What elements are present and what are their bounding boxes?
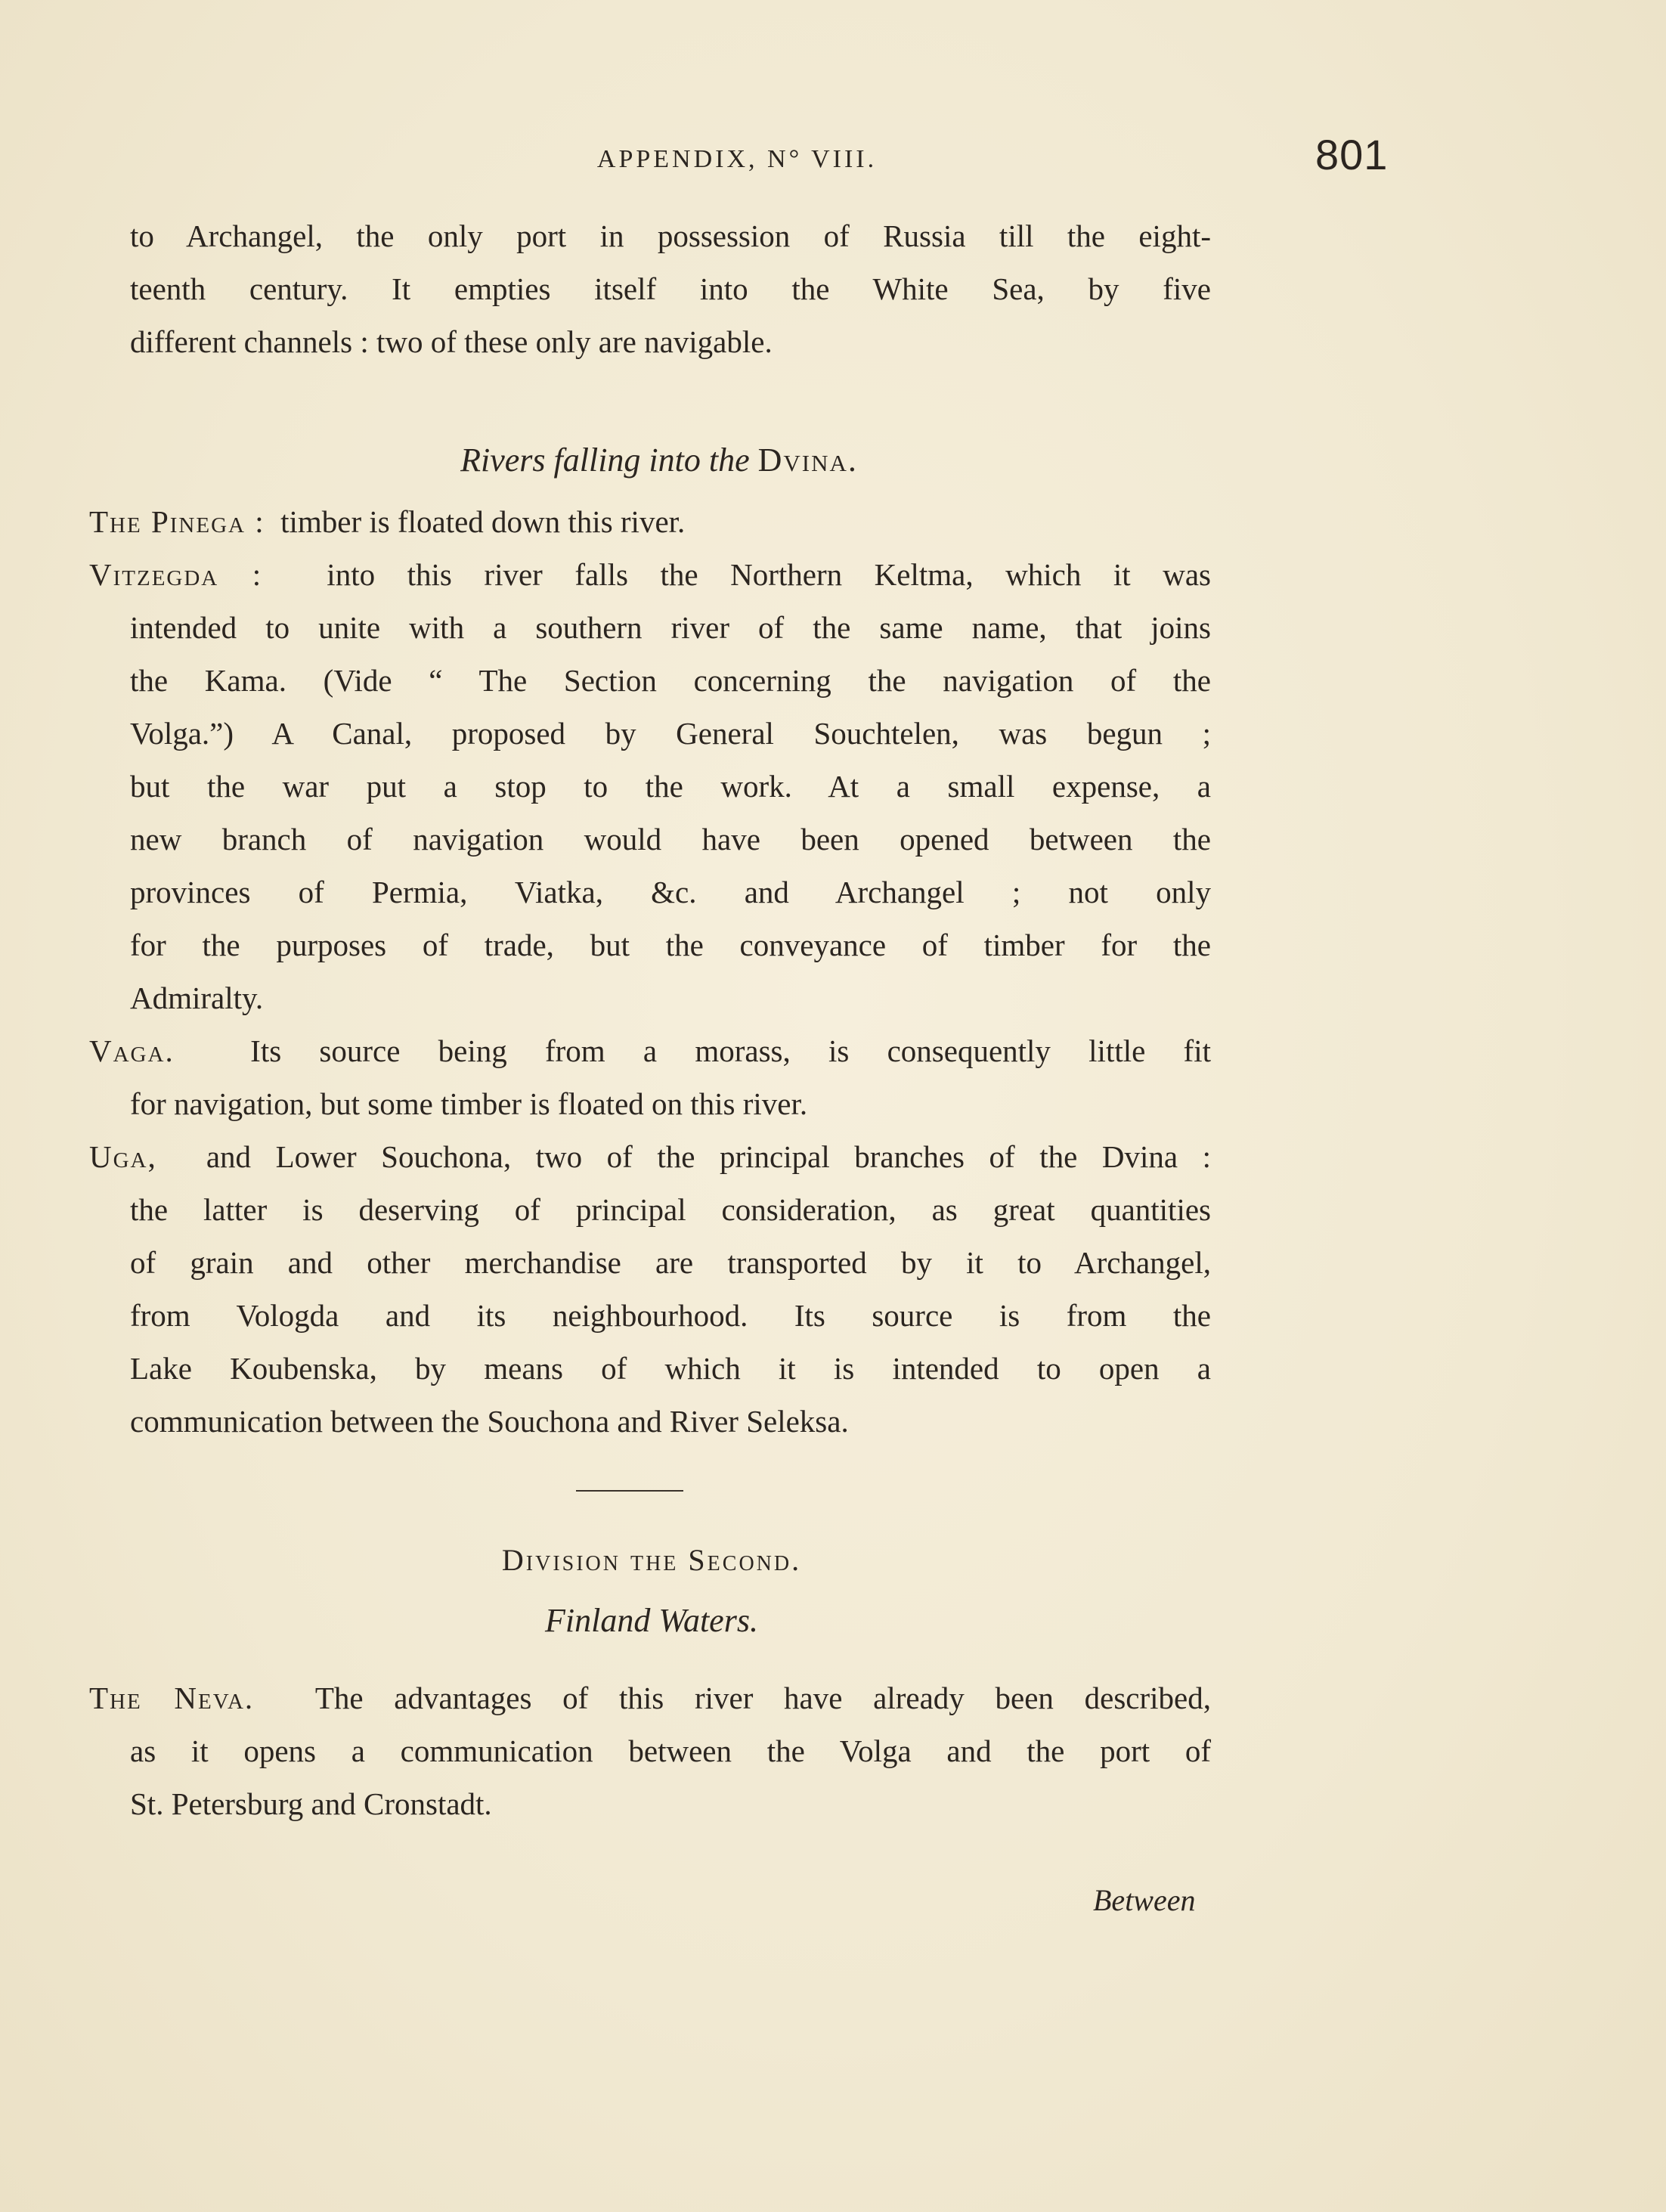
entry-line: intended to unite with a southern river of the same name, that joins — [130, 610, 1211, 645]
entry-vaga — [89, 1033, 1211, 1068]
entry-text: into this river falls the Northern Keltma, which it was — [327, 557, 1211, 592]
entry-line: the Kama. (Vide “ The Section concerning the navigation of the — [130, 663, 1211, 698]
entry-name: Uga, — [89, 1139, 157, 1174]
entry-line: Volga.”) A Canal, proposed by General Souchtelen, was begun ; — [130, 716, 1211, 751]
entry-pinega — [89, 504, 1211, 539]
division-heading: Division the Second. — [501, 1543, 802, 1577]
entry-line: St. Petersburg and Cronstadt. — [130, 1786, 492, 1821]
section-heading-caps: Dvina. — [757, 441, 858, 479]
entry-line: for navigation, but some timber is floated on this river. — [130, 1086, 808, 1121]
entry-text: Its source being from a morass, is consequently little fit — [250, 1033, 1211, 1068]
entry-line: of grain and other merchandise are transported by it to Archangel, — [130, 1245, 1211, 1280]
catchword: Between — [1093, 1883, 1196, 1917]
entry-line: from Vologda and its neighbourhood. Its source is from the — [130, 1298, 1211, 1333]
entry-neva — [89, 1681, 1211, 1715]
entry-line: communication between the Souchona and River Seleksa. — [130, 1404, 849, 1439]
entry-name: The Neva. — [89, 1681, 255, 1715]
section-heading-italic: Rivers falling into the — [460, 441, 750, 479]
entry-text: The advantages of this river have already been described, — [314, 1681, 1211, 1715]
entry-line: Admiralty. — [130, 981, 264, 1015]
entry-uga — [89, 1139, 1211, 1174]
entry-line: the latter is deserving of principal consideration, as great quantities — [130, 1192, 1211, 1227]
entry-text: timber is floated down this river. — [280, 504, 686, 539]
entry-line: new branch of navigation would have been opened between the — [130, 822, 1211, 857]
entry-name: The Pinega : — [89, 504, 265, 539]
division-subheading: Finland Waters. — [545, 1602, 758, 1639]
page-number: 801 — [1315, 131, 1389, 178]
entry-text: and Lower Souchona, two of the principal branches of the Dvina : — [206, 1139, 1211, 1174]
running-title: APPENDIX, N° VIII. — [596, 145, 878, 173]
entry-line: provinces of Permia, Viatka, &c. and Archangel ; not only — [130, 875, 1211, 909]
entry-name: Vaga. — [89, 1033, 175, 1068]
entry-line: as it opens a communication between the Volga and the port of — [130, 1733, 1211, 1768]
entry-vitzegda — [89, 557, 1211, 592]
intro-line-1: to Archangel, the only port in possession of Russia till the eight- — [130, 218, 1211, 253]
entry-line: Lake Koubenska, by means of which it is intended to open a — [130, 1351, 1211, 1386]
entry-name: Vitzegda : — [89, 557, 263, 592]
section-divider — [576, 1490, 683, 1492]
intro-line-2: teenth century. It empties itself into the White Sea, by five — [130, 271, 1211, 306]
entry-line: for the purposes of trade, but the conveyance of timber for the — [130, 928, 1211, 962]
entry-line: but the war put a stop to the work. At a small expense, a — [130, 769, 1211, 804]
section-heading — [0, 441, 1492, 479]
intro-line-3: different channels : two of these only are navigable. — [130, 324, 773, 359]
